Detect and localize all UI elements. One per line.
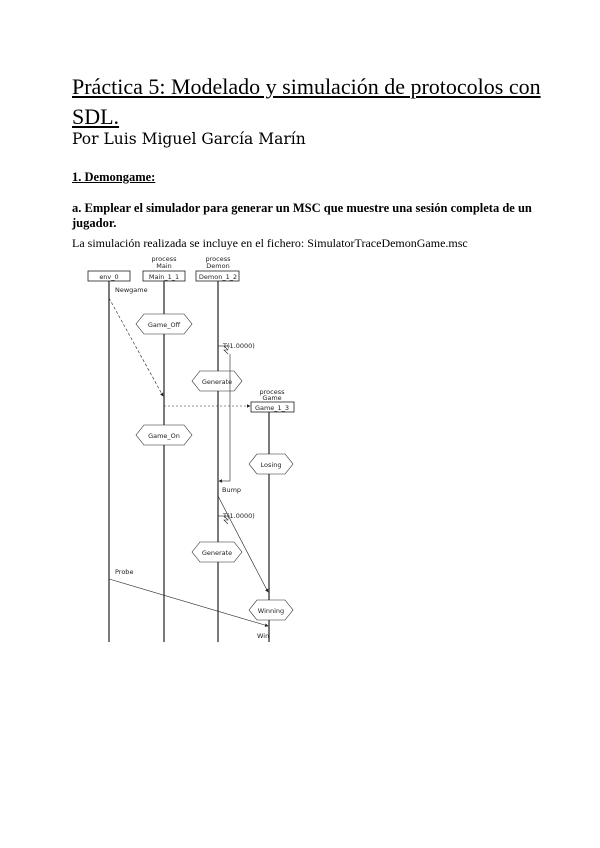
msc-diagram: [72, 254, 308, 642]
instance-name-demon: Demon: [206, 262, 230, 270]
instance-id-game: Game_1_3: [254, 404, 290, 412]
svg-text:Generate: Generate: [201, 549, 233, 557]
svg-text:Winning: Winning: [257, 607, 285, 615]
svg-text:Losing: Losing: [260, 461, 282, 469]
state-game-on: [136, 425, 192, 445]
file-note: La simulación realizada se incluye en el fichero: SimulatorTraceDemonGame.msc: [72, 236, 468, 250]
message-label-newgame: Newgame: [115, 286, 148, 294]
state-generate-1: [192, 371, 242, 391]
instance-kind-main: process: [151, 255, 177, 263]
author-line: Por Luis Miguel García Marín: [72, 130, 306, 148]
timer-label-2: T(1.0000): [223, 512, 255, 520]
state-winning: [249, 600, 293, 620]
timer-label-1: T(1.0000): [223, 342, 255, 350]
svg-text:Game_Off: Game_Off: [147, 321, 181, 329]
state-game-off: [136, 314, 192, 334]
task-description: a. Emplear el simulador para generar un MSC que muestre una sesión completa de un jugador.: [72, 201, 532, 230]
instance-id-main: Main_1_1: [148, 273, 180, 281]
state-losing: [249, 454, 293, 474]
message-win: [257, 632, 269, 640]
svg-text:Game_On: Game_On: [148, 432, 180, 440]
instance-name-game: Game: [262, 394, 282, 402]
instance-kind-demon: process: [205, 255, 231, 263]
message-label-bump: Bump: [222, 486, 242, 494]
page-title: Práctica 5: Modelado y simulación de protocolos con SDL.: [72, 74, 541, 129]
message-label-probe: Probe: [115, 568, 134, 576]
instance-kind-game: process: [259, 388, 285, 396]
instance-id-demon: Demon_1_2: [198, 273, 238, 281]
section-heading: 1. Demongame:: [72, 170, 156, 184]
instance-id-env: env_0: [99, 273, 119, 281]
svg-text:Generate: Generate: [201, 378, 233, 386]
diagram-background: [72, 254, 308, 642]
state-generate-2: [192, 542, 242, 562]
message-label-win: Win: [257, 632, 270, 640]
instance-name-main: Main: [156, 262, 172, 270]
